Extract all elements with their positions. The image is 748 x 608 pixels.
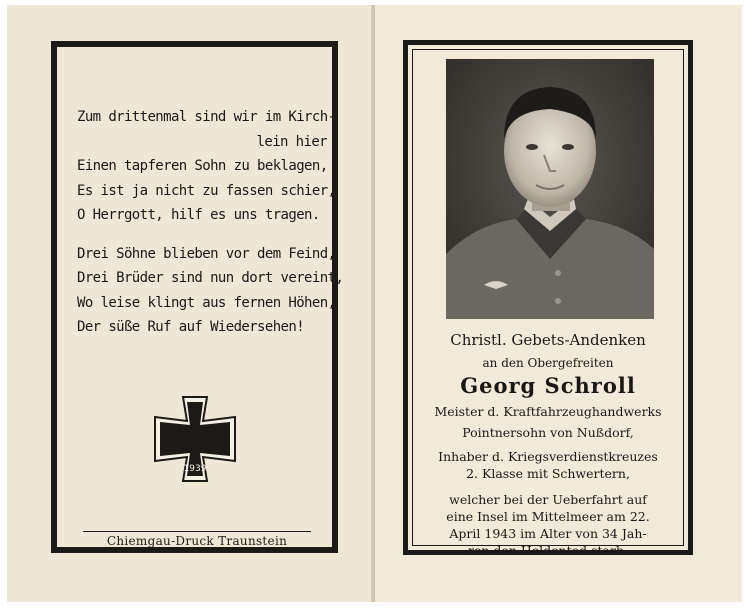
award-line-2: 2. Klasse mit Schwertern, — [466, 466, 630, 481]
right-black-frame — [403, 40, 693, 558]
death-line: April 1943 im Alter von 34 Jah- — [449, 526, 647, 541]
printer-divider — [83, 531, 311, 532]
poem-line: Drei Söhne blieben vor dem Feind, — [77, 245, 336, 262]
prayer-card-heading: Christl. Gebets-Andenken — [450, 331, 646, 349]
origin-line: Pointnersohn von Nußdorf, — [462, 425, 634, 440]
deceased-name: Georg Schroll — [460, 373, 636, 398]
poem-line: Es ist ja nicht zu fassen schier, — [77, 182, 336, 199]
left-page — [7, 5, 372, 602]
poem-line: Der süße Ruf auf Wiedersehen! — [77, 319, 305, 335]
death-description — [408, 491, 688, 559]
death-line: eine Insel im Mittelmeer am 22. — [446, 509, 650, 524]
occupation-line: Meister d. Kraftfahrzeughandwerks — [434, 404, 662, 419]
death-line: welcher bei der Ueberfahrt auf — [449, 492, 647, 507]
rank-subheading: an den Obergefreiten — [482, 356, 614, 370]
poem-line: Drei Brüder sind nun dort vereint, — [77, 270, 344, 286]
award-line-1: Inhaber d. Kriegsverdienstkreuzes — [438, 449, 658, 464]
left-black-frame — [51, 41, 344, 553]
death-line: ren den Heldentod starb. — [468, 543, 628, 558]
iron-cross-icon — [145, 391, 245, 487]
printer-credit: Chiemgau-Druck Traunstein — [106, 534, 288, 548]
cross-year: 1939 — [183, 464, 207, 474]
poem-line: O Herrgott, hilf es uns tragen. — [77, 207, 320, 223]
poem-line: Wo leise klingt aus fernen Höhen, — [77, 294, 336, 311]
poem-line: Einen tapferen Sohn zu beklagen, — [77, 158, 328, 174]
poem-line: lein hier — [256, 133, 327, 150]
poem-line: Zum drittenmal sind wir im Kirch- — [77, 109, 336, 125]
poem — [77, 105, 344, 340]
soldier-portrait-photo — [446, 59, 654, 319]
